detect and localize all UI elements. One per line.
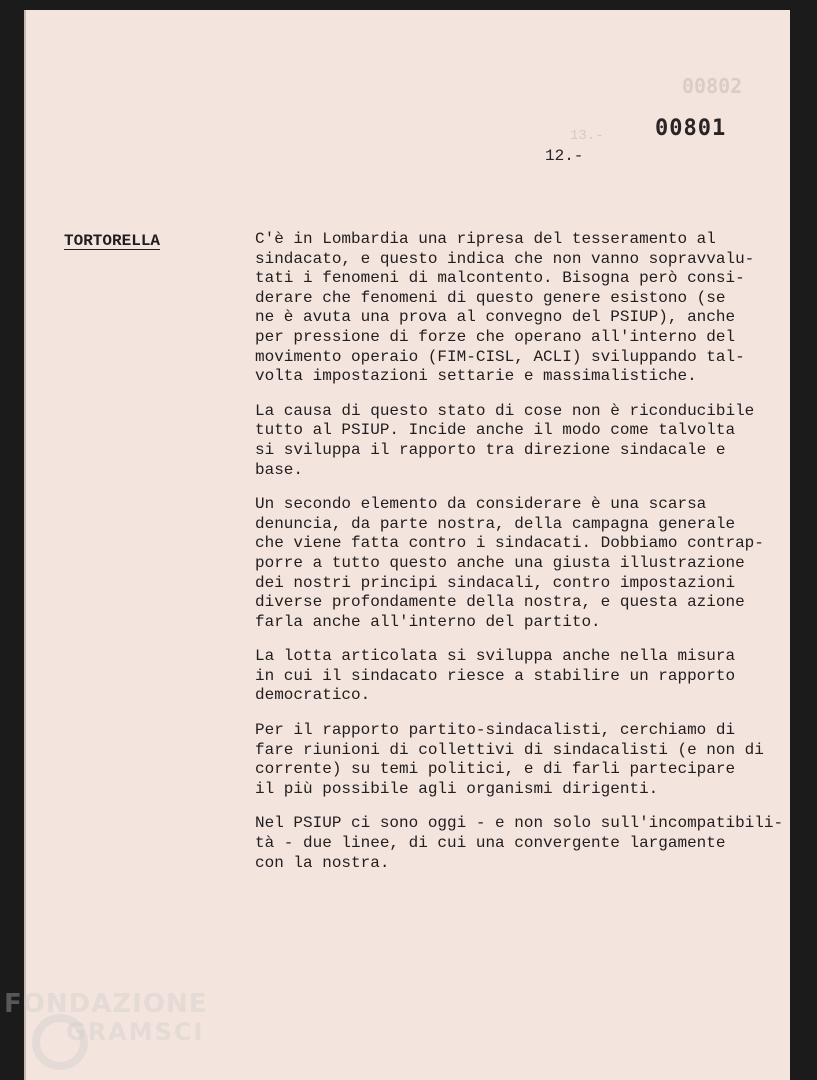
paragraph: La lotta articolata si sviluppa anche nella misura in cui il sindacato riesce a stabilire un rapporto democratico. — [255, 647, 736, 705]
archive-number-stamp: 00801 — [655, 116, 727, 141]
paragraph: Un secondo elemento da considerare è una scarsa denuncia, da parte nostra, della campagna generale che viene fatta contro i sindacati. Dobbiamo contrap- porre a tutto questo anche una giusta illustrazione dei nostri principi sindacali, contro impostazioni diverse profondamente della nostra, e questa azione farla anche all'interno del partito. — [255, 495, 764, 631]
watermark-line-1: FONDAZIONE — [4, 989, 208, 1019]
speech-body — [255, 230, 795, 888]
page-number: 12.- — [545, 147, 584, 165]
paragraph: Nel PSIUP ci sono oggi - e non solo sull'incompatibili- tà - due linee, di cui una convergente largamente con la nostra. — [255, 814, 784, 872]
watermark — [4, 990, 207, 1046]
archive-number-bleed: 00802 — [682, 74, 743, 98]
watermark-line-2: GRAMSCI — [66, 1018, 205, 1046]
paragraph: Per il rapporto partito-sindacalisti, cerchiamo di fare riunioni di collettivi di sindacalisti (e non di corrente) su temi politici, e di farli partecipare il più possibile agli organismi dirigenti. — [255, 721, 764, 798]
page-number-bleed: 13.- — [570, 128, 604, 144]
document-page — [24, 10, 790, 1080]
paragraph: C'è in Lombardia una ripresa del tesseramento al sindacato, e questo indica che non vanno sopravvalu- tati i fenomeni di malcontento. Bisogna però consi- derare che fenomeni di questo genere esistono (se ne è avuta una prova al convegno del PSIUP), anche per pressione di forze che operano all'interno del movimento operaio (FIM-CISL, ACLI) sviluppando tal- volta impostazioni settarie e massimalistiche. — [255, 230, 755, 386]
speaker-name: TORTORELLA — [64, 232, 161, 250]
paragraph: La causa di questo stato di cose non è riconducibile tutto al PSIUP. Incide anche il modo come talvolta si sviluppa il rapporto tra direzione sindacale e base. — [255, 401, 755, 479]
